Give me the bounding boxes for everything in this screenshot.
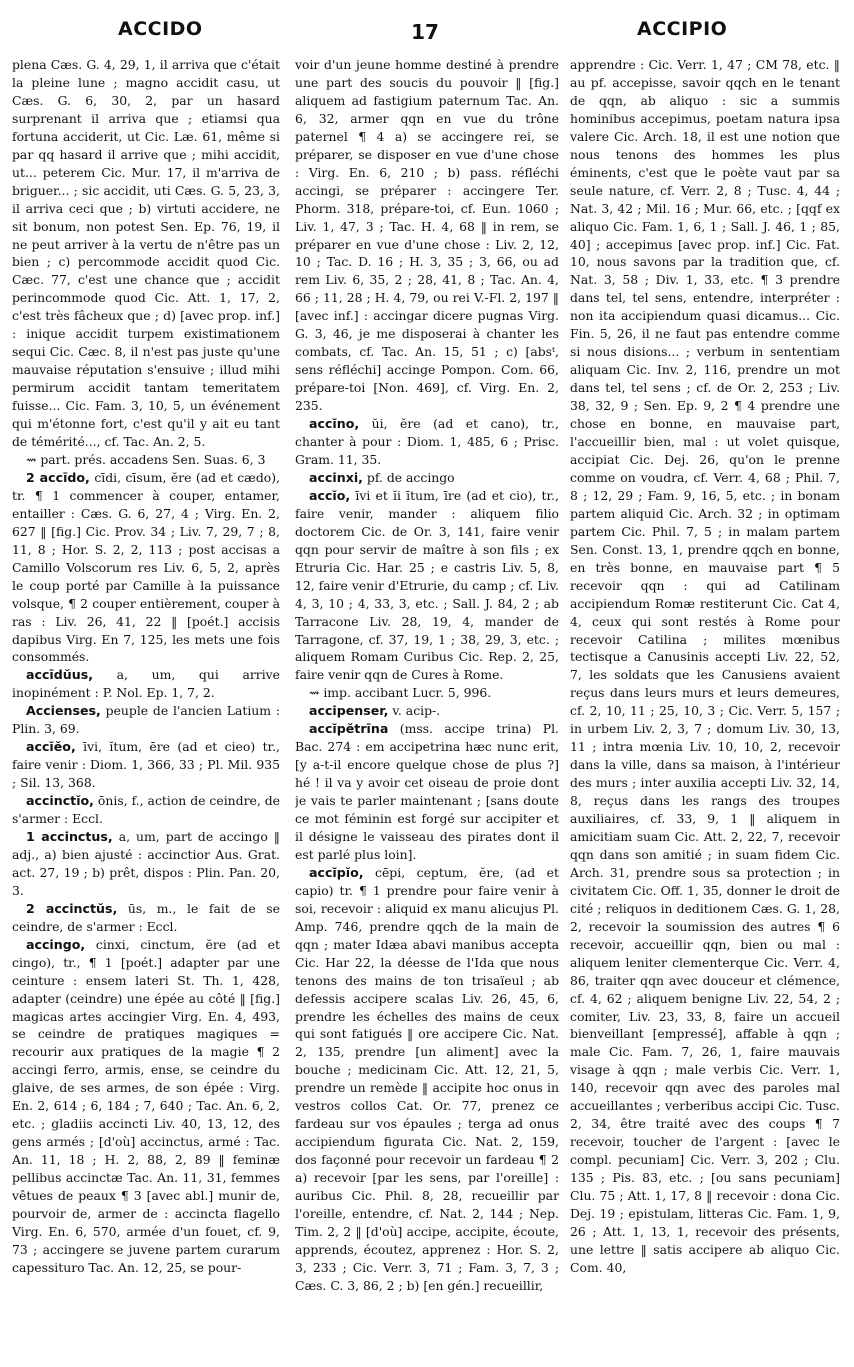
entry-text (570, 56, 840, 1277)
column-2 (295, 56, 559, 1356)
headword: accĭno, (309, 416, 360, 432)
entry-body: pf. de accingo (366, 469, 455, 485)
dictionary-entry (12, 900, 280, 936)
entry-body: plena Cæs. G. 4, 29, 1, il arriva que c'était la pleine lune ; magno accidit casu, ut Cæs. G. 6, 30, 2, par un hasard surprenant il arriva que ; etiamsi qua fortuna acciderit, ut Cic. Læ. 61, même si par qq hasard il arrive que ; mihi accidit, ut... peterem Cic. Mur. 17, il m'arriva de briguer... ; sic accidit, uti Cæs. G. 5, 23, 3, il arriva ceci que ; b) virtuti accidere, ne sit bonum, non potest Sen. Ep. 76, 19, il ne peut arriver à la vertu de n'être pas un bien ; c) percommode accidit quod Cic. Cæc. 77, c'est une chance que ; accidit perincommode quod Cic. Att. 1, 17, 2, c'est très fâcheux que ; d) [avec prop. inf.] : inique accidit turpem existimationem sequi Cic. Cæc. 8, il n'est pas juste qu'une mauvaise réputation s'ensuive ; illud mihi permirum accidit tantam temeritatem fuisse... Cic. Fam. 3, 10, 5, un événement qui m'étonne fort, c'est qu'il y ait eu tant de témérité..., cf. Tac. An. 2, 5. (12, 57, 280, 450)
dictionary-entry (12, 936, 280, 1277)
entry-body: cēpi, ceptum, ĕre, (ad et capio) tr. ¶ 1 prendre pour faire venir à soi, recevoir : aliquid ex manu alicujus Pl. Amp. 746, prendre qqch de la main de qqn ; mater Idæa abavi manibus accepta Cic. Har 22, la déesse de l'Ida que nous tenons des mains de ton trisaïeul ; ab defessis accipere scalas Liv. 26, 45, 6, prendre les échelles des mains de ceux qui sont fatigués ‖ ore accipere Cic. Nat. 2, 135, prendre [un aliment] avec la bouche ; medicinam Cic. Att. 12, 21, 5, prendre un remède ‖ accipite hoc onus in vestros collos Cat. Or. 77, prenez ce fardeau sur vos épaules ; terga ad onus accipiendum figurata Cic. Nat. 2, 159, dos façonné pour recevoir un fardeau ¶ 2 a) recevoir [par les sens, par l'oreille] : auribus Cic. Phil. 8, 28, recueillir par l'oreille, entendre, cf. Nat. 2, 144 ; Nep. Tim. 2, 2 ‖ [d'où] accipe, accipite, écoute, apprends, écoutez, apprenez : Hor. S. 2, 3, 233 ; Cic. Verr. 3, 71 ; Fam. 3, 7, 3 ; Cæs. C. 3, 86, 2 ; b) [en gén.] recueillir, (295, 864, 559, 1293)
column-1 (12, 56, 280, 1356)
entry-text (295, 56, 559, 415)
dictionary-entry (295, 469, 559, 487)
entry-text (12, 56, 280, 451)
dictionary-entry (295, 864, 559, 1295)
column-3 (570, 56, 840, 1356)
entry-body: (mss. accipe trina) Pl. Bac. 274 : em accipetrina hæc nunc erit, [y a-t-il encore quelque chose de plus ?] hé ! il va y avoir cet oiseau de proie dont je vais te parler maintenant ; [sans doute ce mot féminin est forgé sur accipiter et il désigne le vaisseau des pirates dont il est parlé plus loin]. (295, 721, 559, 862)
headword: 2 accīdo, (26, 469, 90, 485)
entry-body: cīdi, cīsum, ĕre (ad et cædo), tr. ¶ 1 commencer à couper, entamer, entailler : Cæs. G. 6, 27, 4 ; Virg. En. 2, 627 ‖ [fig.] Cic. Prov. 34 ; Liv. 7, 29, 7 ; 8, 11, 8 ; Hor. S. 2, 2, 113 ; post accisas a Camillo Volscorum res Liv. 6, 5, 2, après le coup porté par Camille à la puissance volsque, ¶ 2 couper entièrement, couper à ras : Liv. 26, 41, 22 ‖ [poét.] accisis dapibus Virg. En 7, 125, les mets une fois consommés. (12, 469, 280, 665)
entry-body: īvi et ĭi ītum, īre (ad et cio), tr., faire venir, mander : aliquem filio doctorem Cic. de Or. 3, 141, faire venir qqn pour servir de maître à son fils ; ex Etruria Cic. Har. 25 ; e castris Liv. 5, 8, 12, faire venir d'Etrurie, du camp ; cf. Liv. 4, 3, 10 ; 4, 33, 3, etc. ; Sall. J. 84, 2 ; ab Tarracone Liv. 28, 19, 4, mander de Tarragone, cf. 37, 19, 1 ; 38, 29, 3, etc. ; aliquem Romam Curibus Cic. Rep. 2, 25, faire venir qqn de Cures à Rome. (295, 487, 559, 683)
left-guide-word: ACCIDO (118, 18, 203, 40)
entry-body: peuple de l'ancien Latium : Plin. 3, 69. (12, 703, 280, 737)
entry-body: a, um, qui arrive inopinément : P. Nol. Ep. 1, 7, 2. (12, 667, 280, 701)
entry-body: ŭi, ĕre (ad et cano), tr., chanter à pour : Diom. 1, 485, 6 ; Prisc. Gram. 11, 35. (295, 416, 559, 467)
page-number: 17 (411, 20, 439, 44)
entry-body: ōnis, f., action de ceindre, de s'armer : Eccl. (12, 793, 280, 827)
dictionary-entry (12, 469, 280, 666)
dictionary-entry (295, 487, 559, 684)
dictionary-entry (295, 702, 559, 720)
entry-body: v. acip-. (392, 703, 441, 719)
dictionary-entry (295, 415, 559, 469)
dictionary-entry (12, 828, 280, 900)
entry-body: ⇝ part. prés. accadens Sen. Suas. 6, 3 (26, 451, 266, 467)
headword: accĭĕo, (26, 739, 76, 755)
headword: accinxi, (309, 469, 363, 485)
headword: 1 accinctus, (26, 828, 113, 844)
headword: accingo, (26, 936, 86, 952)
entry-text (295, 684, 559, 702)
headword: accinctĭo, (26, 793, 94, 809)
entry-body: īvi, ĭtum, ēre (ad et cieo) tr., faire venir : Diom. 1, 366, 33 ; Pl. Mil. 935 ; Sil. 13, 368. (12, 739, 280, 791)
headword: accĭpĕtrīna (309, 721, 389, 737)
dictionary-entry (12, 702, 280, 738)
headword: accipenser, (309, 703, 389, 719)
headword: Accienses, (26, 703, 101, 719)
headword: accĭpĭo, (309, 864, 364, 880)
right-guide-word: ACCIPIO (637, 18, 728, 40)
headword: 2 accinctŭs, (26, 900, 118, 916)
headword: accĭo, (309, 487, 351, 503)
entry-body: cinxi, cinctum, ĕre (ad et cingo), tr., ¶ 1 [poét.] adapter par une ceinture : ensem lateri St. Th. 1, 428, adapter (ceindre) une épée au côté ‖ [fig.] magicas artes accingier Virg. En. 4, 493, se ceindre de pratiques magiques = recourir aux pratiques de la magie ¶ 2 accingi ferro, armis, ense, se ceindre du glaive, de ses armes, de son épée : Virg. En. 2, 614 ; 6, 184 ; 7, 640 ; Tac. An. 6, 2, etc. ; gladiis accincti Liv. 40, 13, 12, des gens armés ; [d'où] accinctus, armé : Tac. An. 11, 18 ; H. 2, 88, 2, 89 ‖ feminæ pellibus accinctæ Tac. An. 11, 31, femmes vêtues de peaux ¶ 3 [avec abl.] munir de, pourvoir de, armer de : accincta flagello Virg. En. 6, 570, armée d'un fouet, cf. 9, 73 ; accingere se juvene partem curarum capessituro Tac. An. 12, 25, se pour- (12, 936, 280, 1275)
dictionary-entry (12, 666, 280, 702)
entry-body: ūs, m., le fait de se ceindre, de s'armer : Eccl. (12, 900, 280, 934)
dictionary-entry (12, 792, 280, 828)
headword: accīdŭus, (26, 667, 93, 683)
dictionary-entry (295, 720, 559, 864)
page-header (0, 0, 854, 48)
entry-body: ⇝ imp. accibant Lucr. 5, 996. (309, 685, 492, 701)
dictionary-entry (12, 738, 280, 792)
entry-body: apprendre : Cic. Verr. 1, 47 ; CM 78, etc. ‖ au pf. accepisse, savoir qqch en le tenant de qqn, ab aliquo : sic a summis hominibus accepimus, poetam natura ipsa valere Cic. Arch. 18, il est une notion que nous tenons des hommes les plus éminents, c'est que le poète vaut par sa seule nature, cf. Verr. 2, 8 ; Tusc. 4, 44 ; Nat. 3, 42 ; Mil. 16 ; Mur. 66, etc. ; [qqf ex aliquo Cic. Fam. 1, 6, 1 ; Sall. J. 46, 1 ; 85, 40] ; accepimus [avec prop. inf.] Cic. Fat. 10, nous savons par la tradition que, cf. Nat. 3, 58 ; Div. 1, 33, etc. ¶ 3 prendre dans tel, tel sens, entendre, interpréter : non ita accipiendum quasi dicamus... Cic. Fin. 5, 26, il ne faut pas entendre comme si nous disions... ; verbum in sententiam aliquam Cic. Inv. 2, 116, prendre un mot dans tel, tel sens ; cf. de Or. 2, 253 ; Liv. 38, 32, 9 ; Sen. Ep. 9, 2 ¶ 4 prendre une chose en bonne, en mauvaise part, l'accueillir bien, mal : ut volet quisque, accipiat Cic. Dej. 26, qu'on le prenne comme on voudra, cf. Verr. 4, 68 ; Phil. 7, 8 ; 12, 29 ; Fam. 9, 16, 5, etc. ; in bonam partem aliquid Cic. Arch. 32 ; in optimam partem Cic. Phil. 7, 5 ; in malam partem Sen. Const. 13, 1, prendre qqch en bonne, en très bonne, en mauvaise part ¶ 5 recevoir qqn : qui ad Catilinam accipiendum Romæ restiterunt Cic. Cat 4, 4, ceux qui sont restés à Rome pour recevoir Catilina ; milites mœnibus tectisque a Canusinis accepti Liv. 22, 52, 7, les soldats que les Canusiens avaient reçus dans leurs murs et leurs demeures, cf. 2, 10, 11 ; 25, 10, 3 ; Cic. Verr. 5, 157 ; in urbem Liv. 2, 3, 7 ; domum Liv. 30, 13, 11 ; intra mœnia Liv. 10, 10, 2, recevoir dans la ville, dans sa maison, à l'intérieur des murs ; inter auxilia accepti Liv. 32, 14, 8, reçus dans les rangs des troupes auxiliaires, cf. 33, 9, 1 ‖ aliquem in amicitiam suam Cic. Att. 2, 22, 7, recevoir qqn dans son amitié ; in suam fidem Cic. Arch. 31, prendre sous sa protection ; in civitatem Cic. Off. 1, 35, donner le droit de cité ; reliquos in deditionem Cæs. G. 1, 28, 2, recevoir la soumission des autres ¶ 6 recevoir, accueillir qqn, bien ou mal : aliquem leniter clementerque Cic. Verr. 4, 86, traiter qqn avec douceur et clémence, cf. 4, 62 ; aliquem benigne Liv. 22, 54, 2 ; comiter, Liv. 23, 33, 8, faire un accueil bienveillant [empressé], affable à qqn ; male Cic. Fam. 7, 26, 1, faire mauvais visage à qqn ; male verbis Cic. Verr. 1, 140, recevoir qqn avec des paroles mal accueillantes ; verberibus accipi Cic. Tusc. 2, 34, être traité avec des coups ¶ 7 recevoir, toucher de l'argent : [avec le compl. pecuniam] Cic. Verr. 3, 202 ; Clu. 135 ; Pis. 83, etc. ; [ou sans pecuniam] Clu. 75 ; Att. 1, 17, 8 ‖ recevoir : dona Cic. Dej. 19 ; epistulam, litteras Cic. Fam. 1, 9, 26 ; Att. 1, 13, 1, recevoir des présents, une lettre ‖ satis accipere ab aliquo Cic. Com. 40, (570, 57, 840, 1275)
entry-body: a, um, part de accingo ‖ adj., a) bien ajusté : accinctior Aus. Grat. act. 27, 19 ; b) prêt, dispos : Plin. Pan. 20, 3. (12, 828, 280, 898)
entry-text (12, 451, 280, 469)
entry-body: voir d'un jeune homme destiné à prendre une part des soucis du pouvoir ‖ [fig.] aliquem ad fastigium paternum Tac. An. 6, 32, armer qqn en vue du trône paternel ¶ 4 a) se accingere rei, se préparer, se disposer en vue d'une chose : Virg. En. 6, 210 ; b) pass. réfléchi accingi, se préparer : accingere Ter. Phorm. 318, prépare-toi, cf. Eun. 1060 ; Liv. 1, 47, 3 ; Tac. H. 4, 68 ‖ in rem, se préparer en vue d'une chose : Liv. 2, 12, 10 ; Tac. D. 16 ; H. 3, 35 ; 3, 66, ou ad rem Liv. 6, 35, 2 ; 28, 41, 8 ; Tac. An. 4, 66 ; 11, 28 ; H. 4, 79, ou rei V.-Fl. 2, 197 ‖ [avec inf.] : accingar dicere pugnas Virg. G. 3, 46, je me disposerai à chanter les combats, cf. Tac. An. 15, 51 ; c) [absᵗ, sens réfléchi] accinge Pompon. Com. 66, prépare-toi [Non. 469], cf. Virg. En. 2, 235. (295, 57, 559, 414)
